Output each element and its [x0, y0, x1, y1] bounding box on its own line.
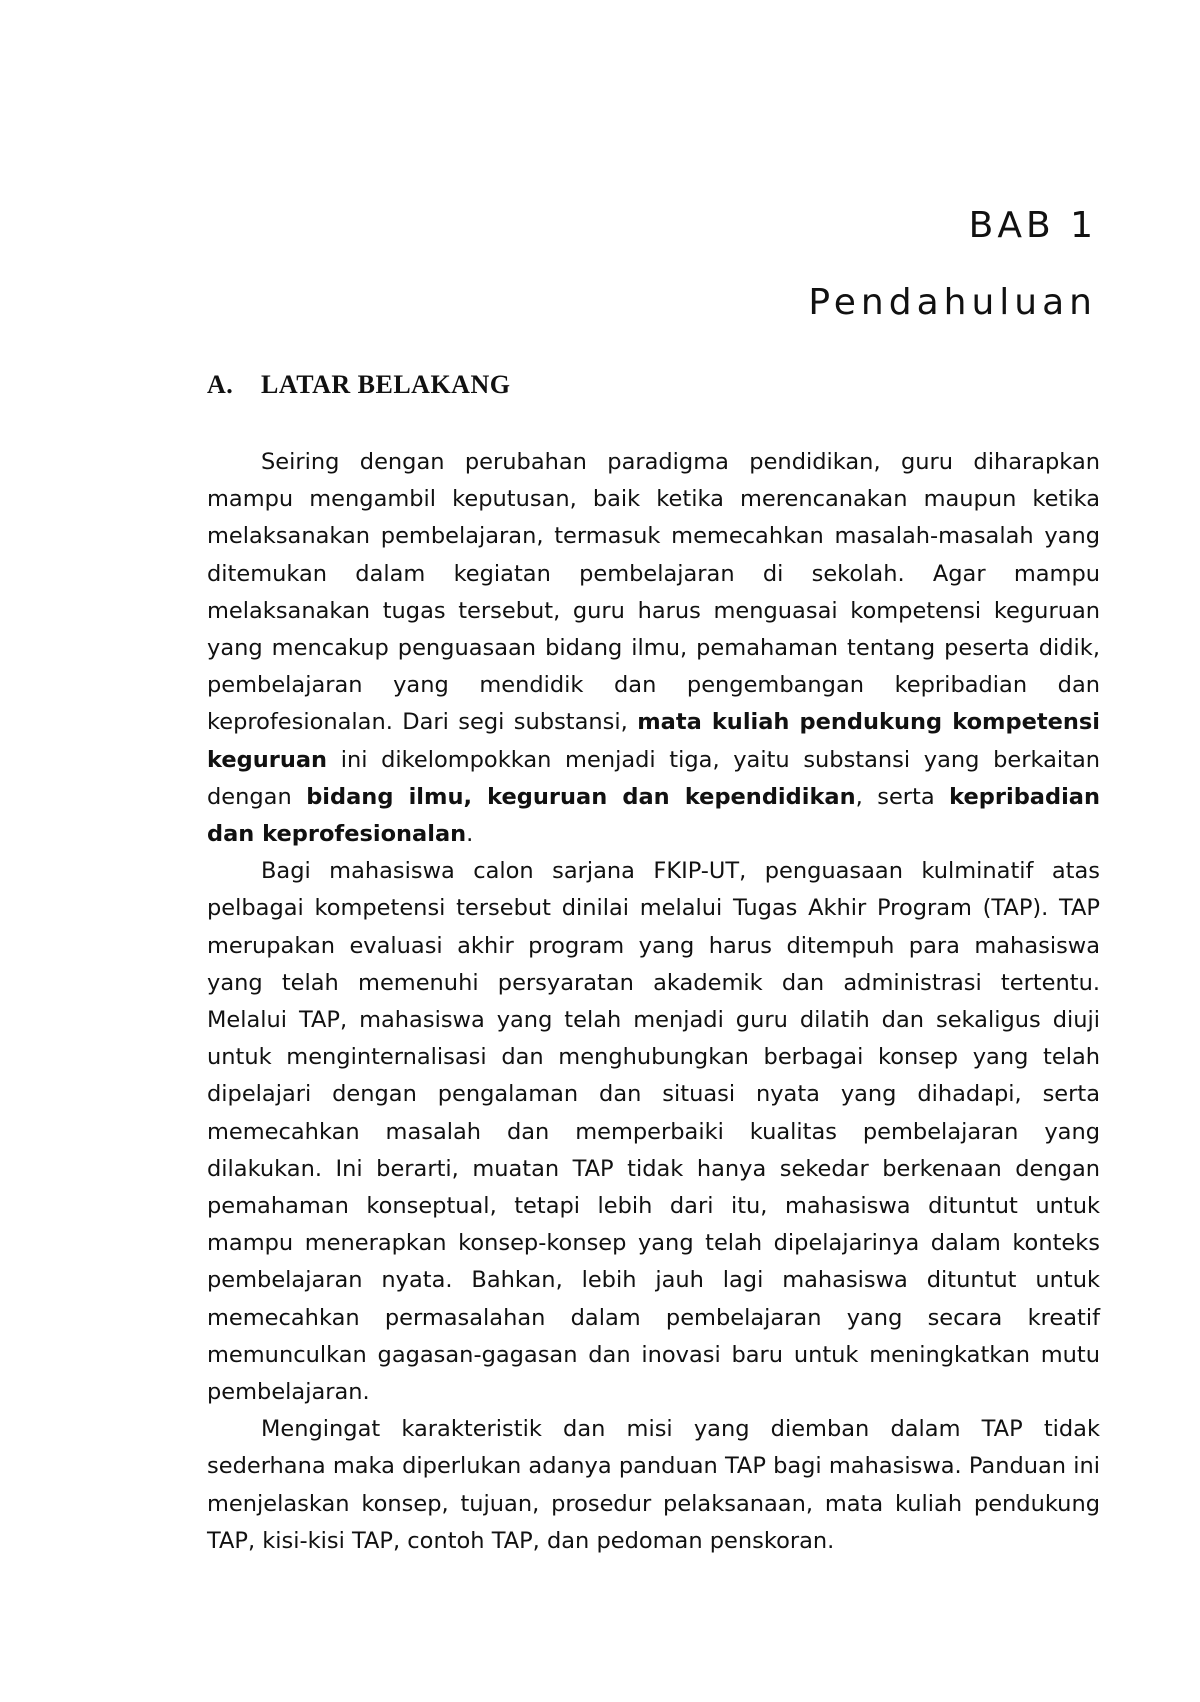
section-number: A.	[207, 370, 234, 399]
chapter-title: Pendahuluan	[808, 282, 1097, 323]
paragraph-1-text-4: .	[466, 821, 474, 848]
paragraph-3: Mengingat karakteristik dan misi yang diemban dalam TAP tidak sederhana maka diperlukan adanya panduan TAP bagi mahasiswa. Panduan ini menjelaskan konsep, tujuan, prosedur pelaksanaan, mata kuliah pendukung TAP, kisi-kisi TAP, contoh TAP, dan pedoman penskoran.	[207, 1416, 1100, 1554]
paragraph-1-text-1: Seiring dengan perubahan paradigma pendidikan, guru diharapkan mampu mengambil keputusan, baik ketika merencanakan maupun ketika melaksanakan pembelajaran, termasuk memecahkan masalah-masalah yang ditemukan dalam kegiatan pembelajaran di sekolah. Agar mampu melaksanakan tugas tersebut, guru harus menguasai kompetensi keguruan yang mencakup penguasaan bidang ilmu, pemahaman tentang peserta didik, pembelajaran yang mendidik dan pengembangan kepribadian dan keprofesionalan. Dari segi substansi,	[207, 449, 1100, 736]
paragraph-1-text-2: ini dikelompokkan menjadi tiga, yaitu substansi yang berkaitan dengan	[207, 746, 1100, 810]
chapter-label: BAB 1	[968, 205, 1097, 246]
paragraph-1-bold-2: bidang ilmu, keguruan dan kependidikan	[306, 783, 856, 810]
body-text	[207, 444, 1100, 1560]
paragraph-1	[207, 444, 1100, 853]
section-title: LATAR BELAKANG	[261, 370, 511, 399]
paragraph-1-bold-3: kepribadian dan keprofesionalan	[207, 783, 1100, 848]
section-heading	[207, 370, 510, 400]
paragraph-2: Bagi mahasiswa calon sarjana FKIP-UT, penguasaan kulminatif atas pelbagai kompetensi tersebut dinilai melalui Tugas Akhir Program (TAP). TAP merupakan evaluasi akhir program yang harus ditempuh para mahasiswa yang telah memenuhi persyaratan akademik dan administrasi tertentu. Melalui TAP, mahasiswa yang telah menjadi guru dilatih dan sekaligus diuji untuk menginternalisasi dan menghubungkan berbagai konsep yang telah dipelajari dengan pengalaman dan situasi nyata yang dihadapi, serta memecahkan masalah dan memperbaiki kualitas pembelajaran yang dilakukan. Ini berarti, muatan TAP tidak hanya sekedar berkenaan dengan pemahaman konseptual, tetapi lebih dari itu, mahasiswa dituntut untuk mampu menerapkan konsep-konsep yang telah dipelajarinya dalam konteks pembelajaran nyata. Bahkan, lebih jauh lagi mahasiswa dituntut untuk memecahkan permasalahan dalam pembelajaran yang secara kreatif memunculkan gagasan-gagasan dan inovasi baru untuk meningkatkan mutu pembelajaran.	[207, 858, 1100, 1406]
paragraph-1-text-3: , serta	[855, 783, 950, 810]
paragraph-1-bold-1: mata kuliah pendukung kompetensi keguruan	[207, 709, 1100, 773]
